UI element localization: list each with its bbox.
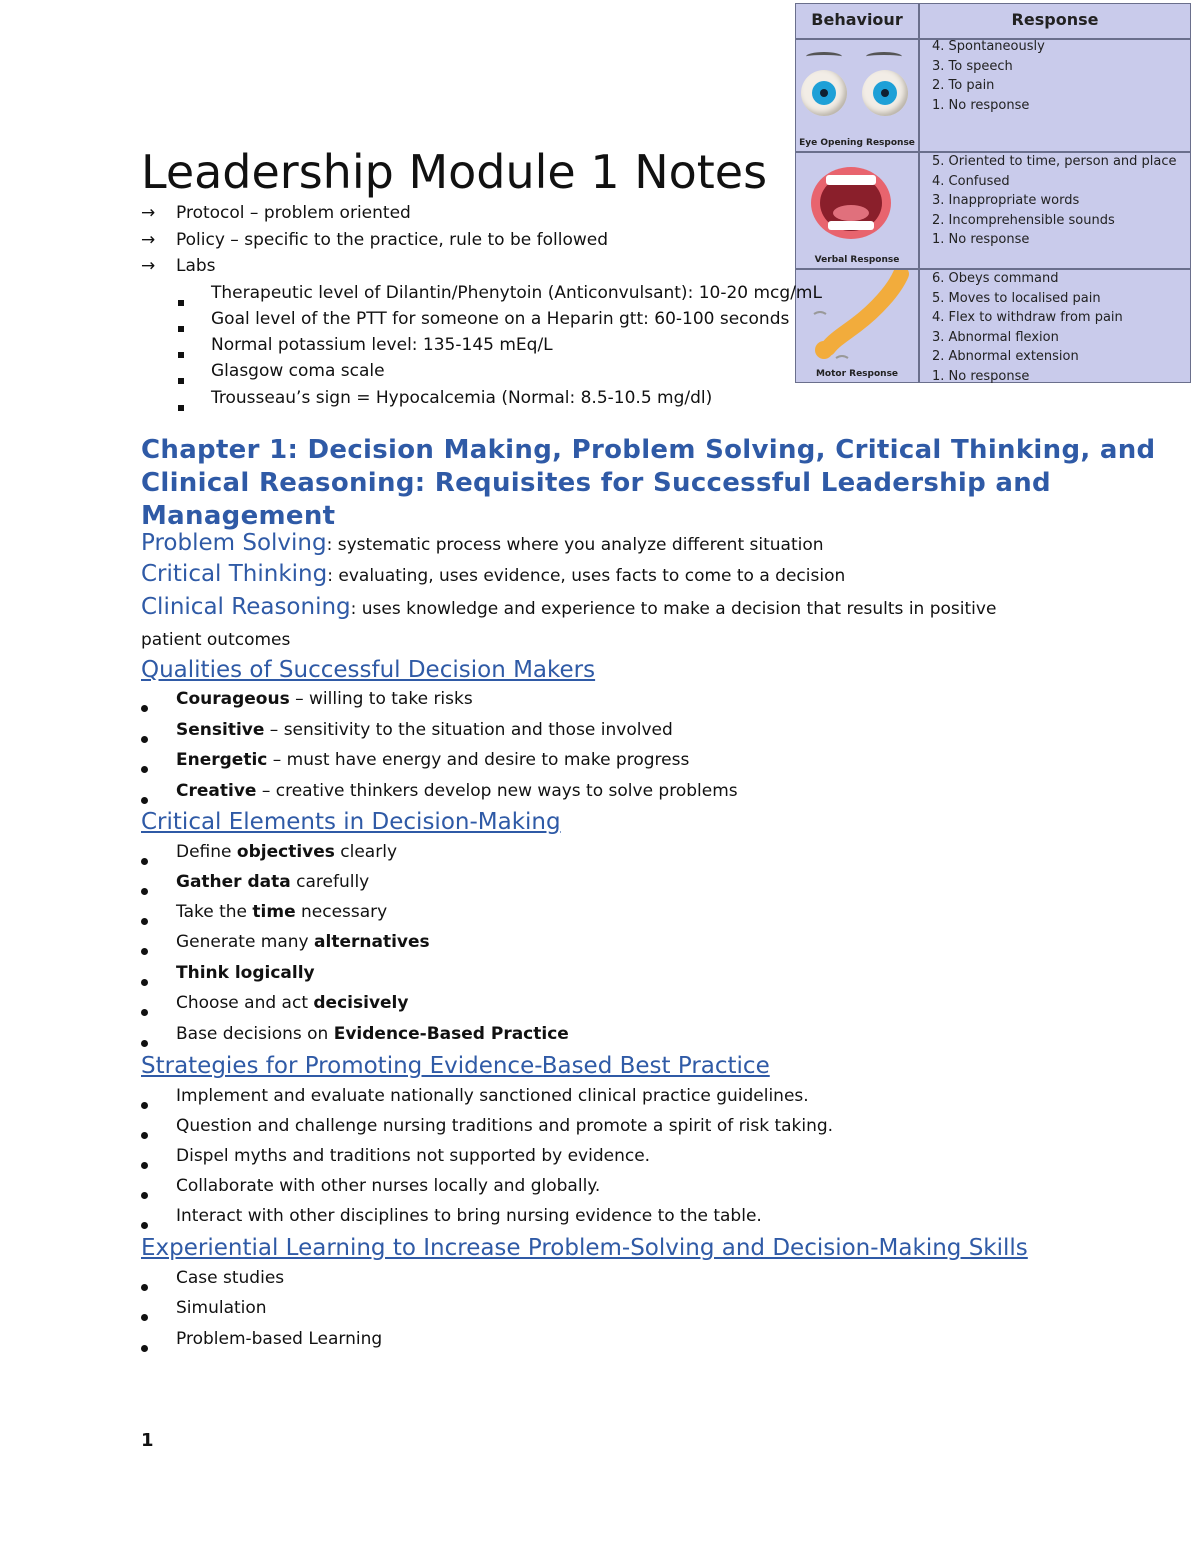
chapter-heading: Chapter 1: Decision Making, Problem Solving, Critical Thinking, and Clinical Reasoning: Requisites for Successful Leadership and Management [141,435,1156,531]
list-item: Think logically [176,963,315,983]
gcs-response: 1. No response [932,368,1030,384]
list-item: Case studies [176,1268,285,1288]
gcs-eye-responses [932,37,1045,115]
list-item: Energetic – must have energy and desire to make progress [176,750,690,770]
bullet-icon [141,1184,148,1204]
gcs-response: 3. Inappropriate words [932,193,1080,208]
gcs-header-response: Response [1011,10,1099,29]
list-item: Base decisions on Evidence-Based Practice [176,1024,569,1044]
list-item: Protocol – problem oriented [176,203,411,223]
gcs-caption: Motor Response [815,369,899,379]
list-item: Take the time necessary [176,902,388,922]
arrow-icon: → [141,230,156,250]
gcs-verbal-behaviour [796,153,918,268]
bullet-icon [141,1124,148,1144]
definition [141,561,1141,587]
square-bullet-icon [178,343,184,363]
eyes-icon [801,70,847,116]
definition-term: Clinical Reasoning [141,594,351,620]
list-item: Problem-based Learning [176,1329,383,1349]
gcs-response: 2. Incomprehensible sounds [932,212,1115,228]
gcs-verbal-responses [932,152,1177,250]
list-item: Define objectives clearly [176,842,397,862]
bullet-icon [141,1154,148,1174]
bullet-icon [141,758,148,778]
eyebrow-icon [866,52,902,61]
eyebrow-icon [806,52,842,61]
list-item: Glasgow coma scale [211,361,385,381]
gcs-response: 3. Abnormal flexion [932,329,1059,345]
bullet-icon [141,697,148,717]
bullet-icon [141,850,148,870]
definition-term: Problem Solving [141,530,327,556]
gcs-eye-behaviour [796,40,918,151]
list-item: Labs [176,256,216,276]
gcs-response: 6. Obeys command [932,271,1059,286]
bullet-icon [141,910,148,930]
list-item: Therapeutic level of Dilantin/Phenytoin (Anticonvulsant): 10-20 mcg/mL [211,283,822,303]
arrow-icon: → [141,203,156,223]
square-bullet-icon [178,317,184,337]
list-item: Trousseau’s sign = Hypocalcemia (Normal: 8.5-10.5 mg/dl) [211,388,713,408]
gcs-response: 4. Confused [932,173,1010,189]
list-item: Goal level of the PTT for someone on a Heparin gtt: 60-100 seconds [211,309,790,329]
section-heading: Qualities of Successful Decision Makers [141,657,596,683]
glasgow-coma-scale-figure [795,3,1191,383]
list-item: Normal potassium level: 135-145 mEq/L [211,335,553,355]
page-number: 1 [141,1430,154,1451]
bullet-icon [141,789,148,809]
list-item: Implement and evaluate nationally sanctioned clinical practice guidelines. [176,1086,809,1106]
eyes-icon [862,70,908,116]
gcs-eye-section [796,40,1190,151]
page-title: Leadership Module 1 Notes [141,145,768,199]
bullet-icon [141,1001,148,1021]
gcs-response: 2. Abnormal extension [932,349,1079,364]
gcs-response: 1. No response [932,97,1030,113]
mouth-icon [796,153,918,253]
gcs-response: 2. To pain [932,78,995,93]
square-bullet-icon [178,369,184,389]
list-item: Choose and act decisively [176,993,409,1013]
gcs-caption: Verbal Response [814,255,900,265]
definition-text: : evaluating, uses evidence, uses facts to come to a decision [327,566,846,586]
bullet-icon [141,1306,148,1326]
list-item: Collaborate with other nurses locally and globally. [176,1176,601,1196]
gcs-motor-responses [932,269,1123,386]
gcs-response: 5. Oriented to time, person and place [932,154,1177,169]
gcs-response: 1. No response [932,232,1030,247]
definition [141,592,1041,656]
gcs-header-behaviour: Behaviour [811,10,903,29]
arrow-icon: → [141,256,156,276]
bullet-icon [141,1214,148,1234]
section-heading: Strategies for Promoting Evidence-Based Best Practice [141,1053,770,1079]
definition-text: : uses knowledge and experience to make a decision that results in positive patient outcomes [141,599,997,650]
list-item: Question and challenge nursing traditions and promote a spirit of risk taking. [176,1116,834,1136]
gcs-motor-section [796,270,1190,382]
bullet-icon [141,1094,148,1114]
bullet-icon [141,728,148,748]
list-item: Generate many alternatives [176,932,430,952]
list-item: Simulation [176,1298,267,1318]
section-heading: Critical Elements in Decision-Making [141,809,561,835]
bullet-icon [141,1032,148,1052]
gcs-response: 5. Moves to localised pain [932,290,1101,306]
bullet-icon [141,971,148,991]
list-item: Interact with other disciplines to bring nursing evidence to the table. [176,1206,762,1226]
gcs-caption: Eye Opening Response [799,138,915,148]
list-item: Courageous – willing to take risks [176,689,473,709]
list-item: Dispel myths and traditions not supported by evidence. [176,1146,651,1166]
bullet-icon [141,940,148,960]
gcs-response: 4. Spontaneously [932,39,1045,54]
gcs-response: 3. To speech [932,58,1013,74]
square-bullet-icon [178,291,184,311]
list-item: Policy – specific to the practice, rule to be followed [176,230,609,250]
gcs-verbal-section [796,153,1190,268]
square-bullet-icon [178,396,184,416]
gcs-response: 4. Flex to withdraw from pain [932,310,1123,325]
definition-text: : systematic process where you analyze different situation [326,535,824,555]
definition [141,530,1141,556]
list-item: Gather data carefully [176,872,370,892]
bullet-icon [141,1276,148,1296]
bullet-icon [141,880,148,900]
list-item: Creative – creative thinkers develop new ways to solve problems [176,781,738,801]
definition-term: Critical Thinking [141,561,328,587]
bullet-icon [141,1337,148,1357]
section-heading: Experiential Learning to Increase Problem-Solving and Decision-Making Skills [141,1235,1028,1261]
list-item: Sensitive – sensitivity to the situation and those involved [176,720,673,740]
